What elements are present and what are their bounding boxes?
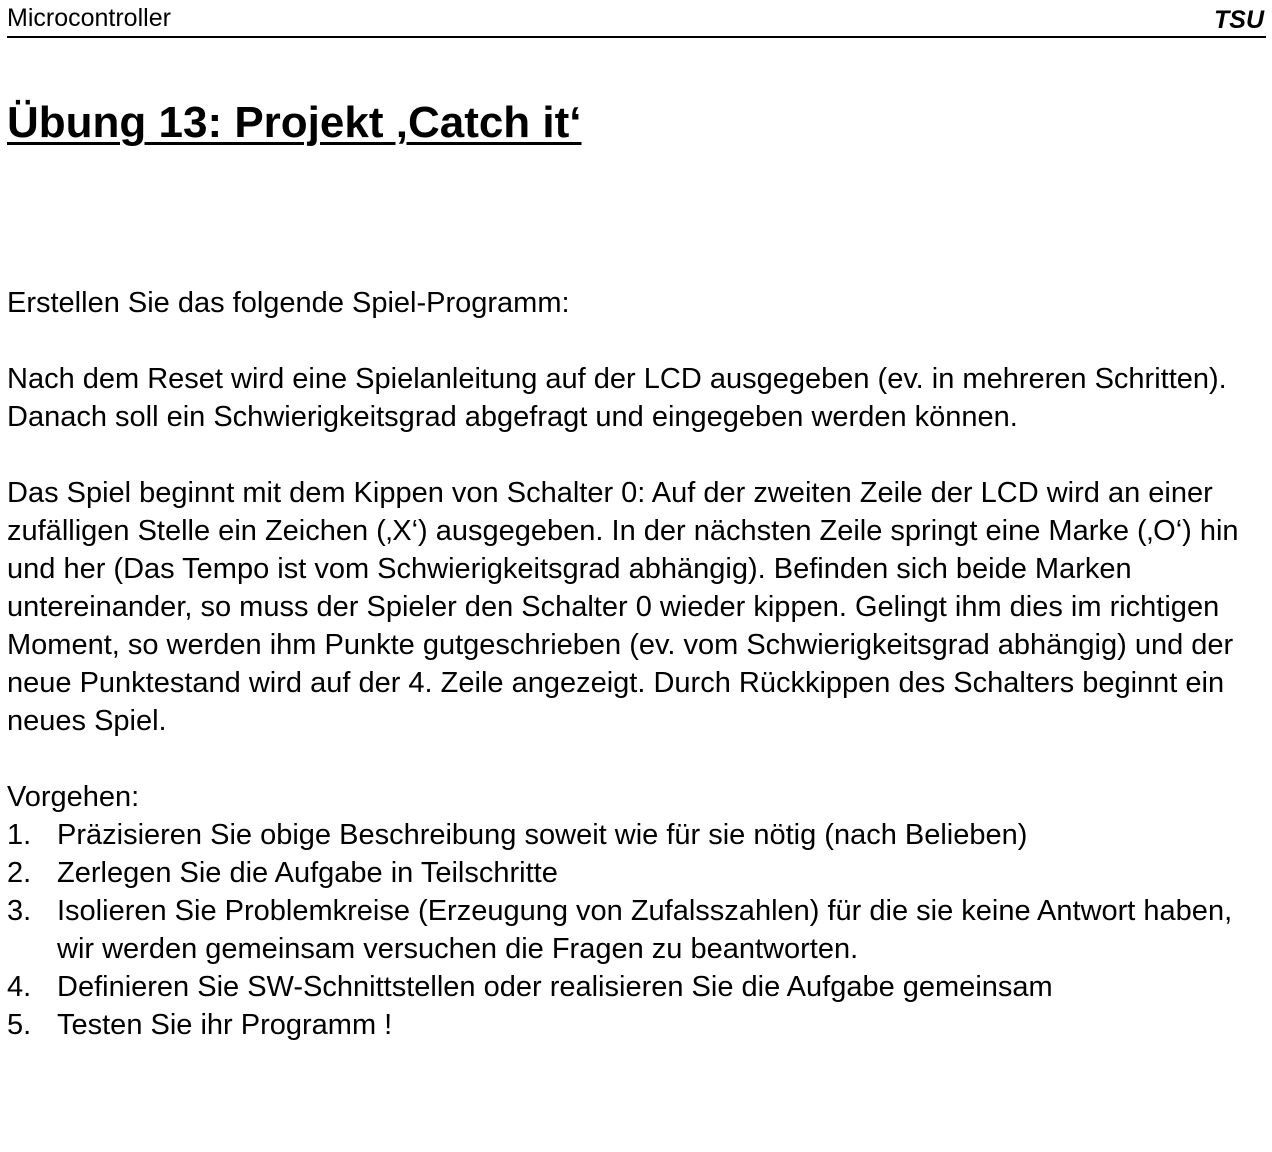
list-item-text: Testen Sie ihr Programm ! — [57, 1009, 393, 1041]
list-item-text: Präzisieren Sie obige Beschreibung soweit wie für sie nötig (nach Belieben) — [57, 819, 1028, 851]
list-item — [7, 816, 1267, 854]
list-item-text: Definieren Sie SW-Schnittstellen oder realisieren Sie die Aufgabe gemeinsam — [57, 971, 1053, 1003]
header-school: TSU — [1214, 6, 1264, 34]
list-item — [7, 968, 1267, 1006]
exercise-title: Übung 13: Projekt ‚Catch it‘ — [7, 98, 582, 147]
paragraph-gameplay: Das Spiel beginnt mit dem Kippen von Schalter 0: Auf der zweiten Zeile der LCD wird an einer zufälligen Stelle ein Zeichen (‚X‘) ausgegeben. In der nächsten Zeile springt eine Marke (‚O‘) hin und her (Das Tempo ist vom Schwierigkeitsgrad abhängig). Befinden sich beide Marken untereinander, so muss der Spieler den Schalter 0 wieder kippen. Gelingt ihm dies im richtigen Moment, so werden ihm Punkte gutgeschrieben (ev. vom Schwierigkeitsgrad abhängig) und der neue Punktestand wird auf der 4. Zeile angezeigt. Durch Rückkippen des Schalters beginnt ein neues Spiel. — [7, 477, 1239, 737]
steps-list — [7, 816, 1267, 1044]
list-item-number: 3. — [7, 895, 32, 927]
list-item-text: Zerlegen Sie die Aufgabe in Teilschritte — [57, 857, 558, 889]
list-item — [7, 854, 1267, 892]
header-subject: Microcontroller — [7, 4, 171, 32]
list-item — [7, 1006, 1267, 1044]
exercise-body — [7, 284, 1267, 1044]
intro-text: Erstellen Sie das folgende Spiel-Programm: — [7, 287, 570, 319]
list-item-number: 5. — [7, 1009, 32, 1041]
list-item-number: 1. — [7, 819, 32, 851]
paragraph-setup: Nach dem Reset wird eine Spielanleitung auf der LCD ausgegeben (ev. in mehreren Schritten). Danach soll ein Schwierigkeitsgrad abgefragt und eingegeben werden können. — [7, 363, 1227, 433]
steps-heading: Vorgehen: — [7, 781, 140, 813]
list-item-text: Isolieren Sie Problemkreise (Erzeugung von Zufalsszahlen) für die sie keine Antwort haben, wir werden gemeinsam versuchen die Fragen zu beantworten. — [57, 895, 1233, 965]
page-header — [7, 2, 1266, 38]
list-item-number: 2. — [7, 857, 32, 889]
list-item-number: 4. — [7, 971, 32, 1003]
list-item — [7, 892, 1267, 968]
